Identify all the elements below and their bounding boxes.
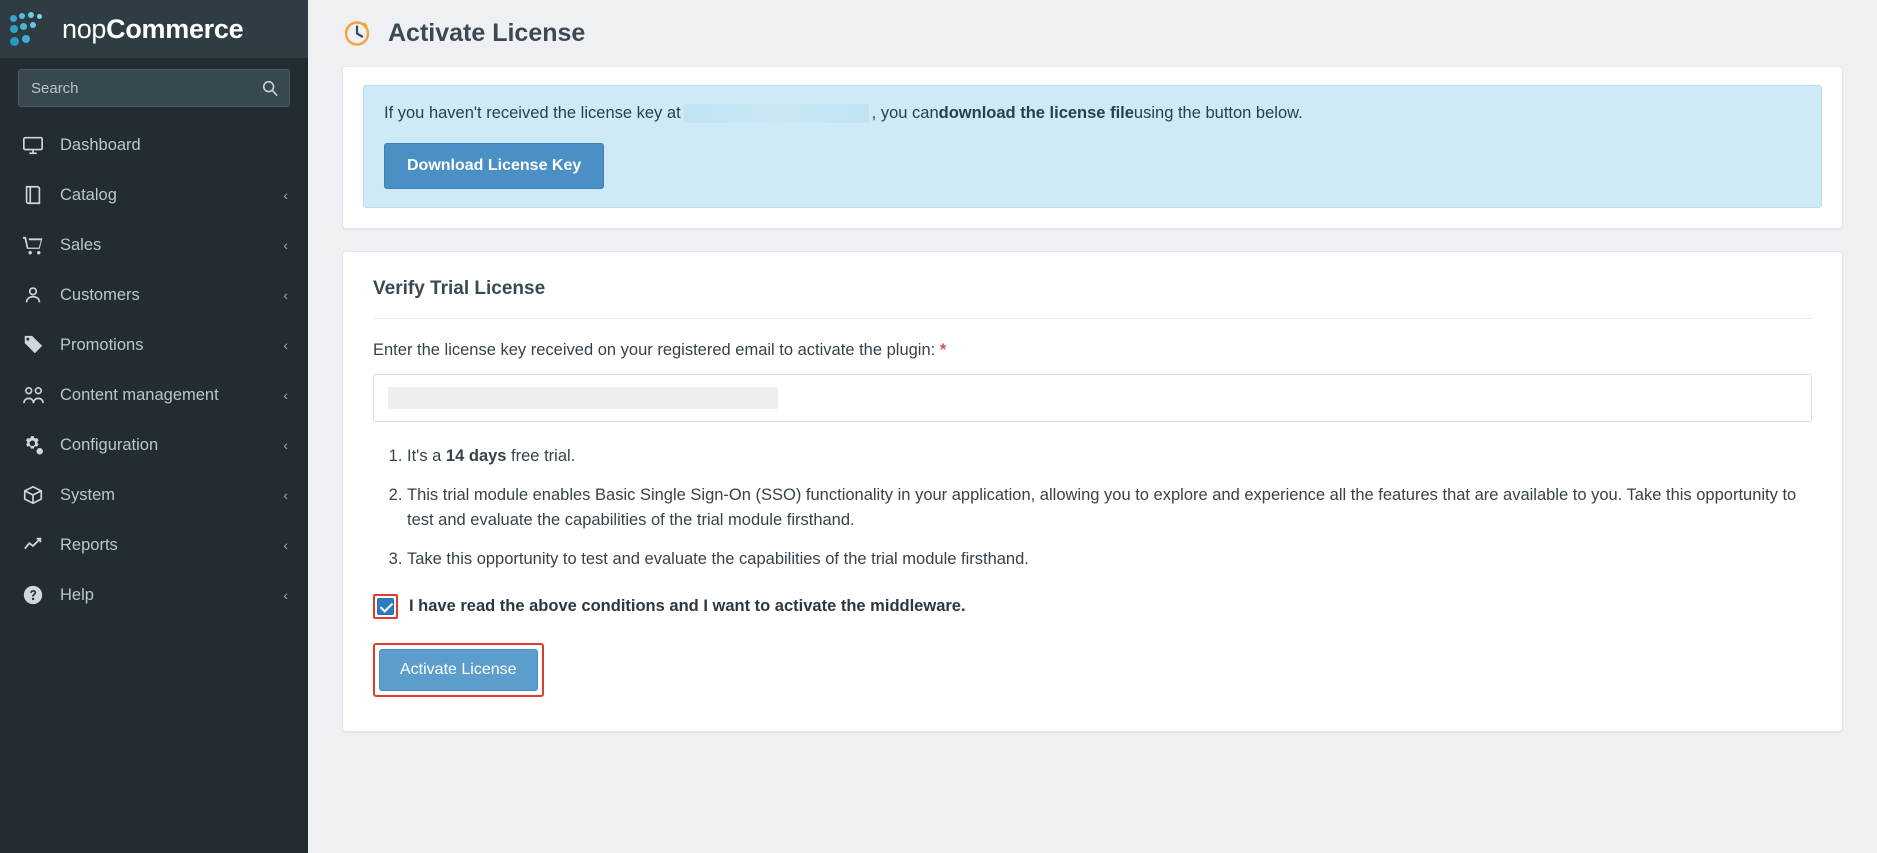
sidebar-nav [0, 120, 308, 620]
sidebar-item-dashboard[interactable] [0, 120, 308, 170]
conditions-list [373, 444, 1812, 572]
chevron-icon: ‹ [283, 187, 288, 203]
book-icon [22, 184, 52, 206]
box-icon [22, 484, 52, 506]
license-info-alert [363, 85, 1822, 208]
dots-logo-icon [10, 12, 56, 46]
activate-button-highlight [373, 643, 544, 697]
required-asterisk: * [939, 341, 947, 360]
license-key-label-text: Enter the license key received on your registered email to activate the plugin: [373, 341, 936, 360]
brand-name: nopCommerce [62, 13, 244, 44]
agree-conditions-checkbox[interactable] [377, 598, 394, 615]
condition-prefix: It's a [407, 447, 446, 466]
search-box[interactable] [18, 69, 290, 107]
verify-trial-license-card [342, 251, 1843, 732]
question-circle-icon [22, 584, 52, 606]
monitor-icon [22, 134, 52, 156]
tag-icon [22, 334, 52, 356]
chevron-icon: ‹ [283, 237, 288, 253]
sidebar-item-label: Catalog [60, 185, 117, 204]
page-header [308, 0, 1877, 66]
sidebar-search [0, 58, 308, 118]
sidebar-item-reports[interactable] [0, 520, 308, 570]
license-download-card [342, 66, 1843, 229]
activate-license-button[interactable]: Activate License [379, 649, 538, 691]
sidebar-item-label: System [60, 485, 116, 504]
sidebar-item-content-management[interactable] [0, 370, 308, 420]
sidebar [0, 0, 308, 853]
alert-message [384, 102, 1801, 125]
sidebar-item-sales[interactable] [0, 220, 308, 270]
search-input[interactable] [19, 70, 289, 106]
section-title: Verify Trial License [373, 278, 1812, 319]
alert-text-middle: , you can [871, 104, 939, 122]
redacted-email [684, 104, 869, 123]
checkbox-highlight [373, 594, 398, 619]
condition-prefix: Take this opportunity to test and evaluate the capabilities of the trial module firsthand. [407, 549, 1029, 568]
chevron-icon: ‹ [283, 487, 288, 503]
brand-logo[interactable] [0, 0, 308, 58]
sidebar-item-label: Configuration [60, 435, 159, 454]
chevron-icon: ‹ [283, 437, 288, 453]
chart-icon [22, 534, 52, 556]
main-content [308, 0, 1877, 853]
chevron-icon: ‹ [283, 287, 288, 303]
condition-suffix: free trial. [506, 447, 576, 466]
chevron-icon: ‹ [283, 587, 288, 603]
alert-text-bold: download the license file [938, 104, 1134, 122]
user-icon [22, 284, 52, 306]
sidebar-item-promotions[interactable] [0, 320, 308, 370]
gears-icon [22, 434, 52, 457]
sidebar-item-configuration[interactable] [0, 420, 308, 470]
list-item [407, 547, 1812, 573]
redacted-license-key-value [388, 387, 778, 409]
sidebar-item-catalog[interactable] [0, 170, 308, 220]
sidebar-item-label: Sales [60, 235, 102, 254]
license-key-input[interactable] [373, 374, 1812, 422]
page-title: Activate License [388, 18, 586, 47]
license-clock-icon [342, 18, 372, 48]
download-license-key-button[interactable]: Download License Key [384, 143, 604, 189]
sidebar-item-label: Reports [60, 535, 118, 554]
conditions-agreement-row [373, 594, 1812, 619]
alert-text-before: If you haven't received the license key at [384, 104, 681, 122]
search-icon[interactable] [261, 79, 279, 97]
agree-conditions-label: I have read the above conditions and I want to activate the middleware. [409, 597, 966, 616]
chevron-icon: ‹ [283, 387, 288, 403]
condition-bold: 14 days [445, 447, 507, 466]
chevron-icon: ‹ [283, 537, 288, 553]
cart-icon [22, 234, 52, 257]
list-item [407, 444, 1812, 470]
license-key-label [373, 341, 1812, 360]
sidebar-item-label: Content management [60, 385, 219, 404]
sidebar-item-label: Customers [60, 285, 140, 304]
sidebar-item-help[interactable] [0, 570, 308, 620]
list-item [407, 483, 1812, 534]
condition-prefix: This trial module enables Basic Single Sign-On (SSO) functionality in your application, allowing you to explore and experience all the features that are available to you. Take this opportunity to test and evaluate the capabilities of the trial module firsthand. [407, 485, 1797, 530]
sidebar-item-customers[interactable] [0, 270, 308, 320]
sidebar-item-label: Help [60, 585, 94, 604]
sidebar-item-system[interactable] [0, 470, 308, 520]
alert-text-after: using the button below. [1133, 104, 1303, 122]
sidebar-item-label: Promotions [60, 335, 144, 354]
content-icon [22, 384, 52, 407]
sidebar-item-label: Dashboard [60, 135, 141, 154]
chevron-icon: ‹ [283, 337, 288, 353]
